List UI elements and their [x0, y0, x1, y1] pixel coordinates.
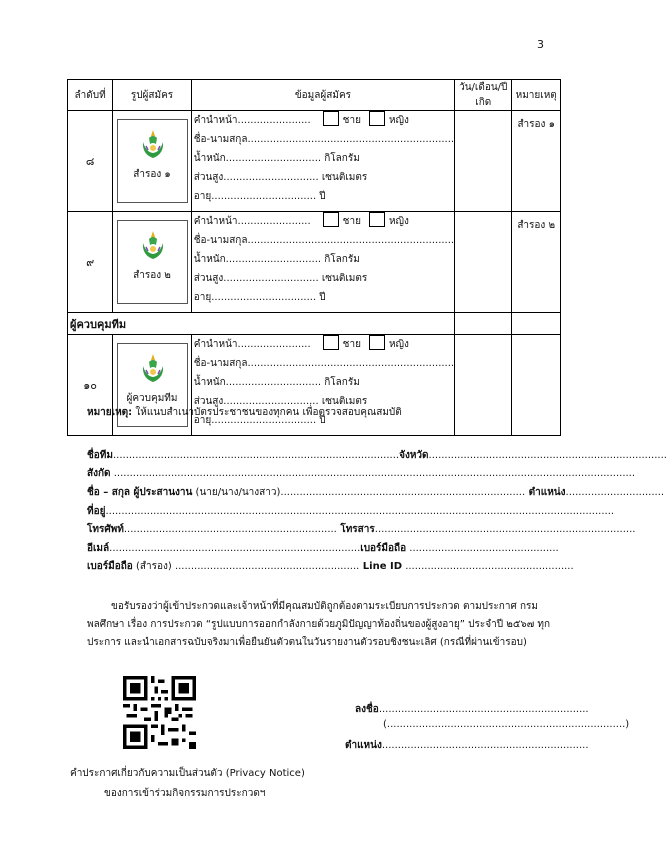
row-seq: ๙	[68, 212, 113, 313]
header-seq: ลำดับที่	[68, 80, 113, 111]
photo-label: สำรอง ๒	[133, 270, 171, 281]
row-note	[512, 335, 561, 436]
province-label: จังหวัด	[399, 450, 429, 461]
mobile2-label: เบอร์มือถือ	[87, 561, 133, 572]
fax-field[interactable]: ..................................................................................	[374, 524, 636, 535]
table-header-row	[68, 80, 561, 111]
page-number: 3	[537, 38, 544, 51]
certification-text: ขอรับรองว่าผู้เข้าประกวดและเจ้าหน้าที่มีคุณสมบัติถูกต้องตามระเบียบการประกวด ตามประกาศ กรมพลศึกษา เรื่อง การประกวด “รูปแบบการออกกำลังกายด้วยภูมิปัญญาท้องถิ่นของผู้สูงอายุ” ประจำปี ๒๕๖๗ ทุกประการ และนำเอกสารฉบับจริงมาเพื่อยืนยันตัวตนในวันรายงานตัวรอบชิงชนะเลิศ (กรณีที่ผ่านเข้ารอบ)	[87, 601, 551, 648]
remark-label: หมายเหตุ:	[87, 407, 133, 418]
coordinator-field[interactable]: (นาย/นาง/นางสาว).............................................................................	[192, 487, 526, 498]
age-field: อายุ................................. ปี	[193, 415, 326, 426]
remark-text: ให้แนบสำเนาบัตรประชาชนของทุกคน เพื่อตรวจสอบคุณสมบัติ	[132, 407, 402, 418]
male-label: ชาย	[342, 339, 361, 350]
signature-line	[355, 702, 589, 717]
phone-row	[87, 522, 635, 537]
dob-cell	[455, 335, 512, 436]
section-row	[68, 313, 561, 335]
coordinator-label: ชื่อ – สกุล ผู้ประสานงาน	[87, 487, 193, 498]
height-field: ส่วนสูง.............................. เซนติเมตร	[193, 396, 368, 407]
mobile2-field[interactable]: (สำรอง) ..........................................................	[132, 561, 360, 572]
prefix-field: คำนำหน้า.......................	[193, 339, 311, 350]
mobile-field[interactable]: ...............................................	[406, 543, 559, 554]
emblem-icon	[140, 229, 166, 263]
header-info: ข้อมูลผู้สมัคร	[191, 80, 454, 111]
affiliation-label: สังกัด	[87, 468, 111, 479]
name-field: ชื่อ-นามสกุล.................................................................	[193, 134, 455, 145]
weight-field: น้ำหนัก.............................. กิโลกรัม	[193, 153, 360, 164]
female-label: หญิง	[388, 339, 409, 350]
position-label: ตำแหน่ง	[525, 487, 566, 498]
sign-position-label: ตำแหน่ง	[345, 740, 382, 751]
female-label: หญิง	[388, 115, 409, 126]
dob-cell	[455, 212, 512, 313]
position-field[interactable]: ...............................	[565, 487, 665, 498]
line-id-label: Line ID	[359, 561, 403, 572]
photo-label: ผู้ควบคุมทีม	[126, 393, 178, 404]
mobile2-row	[87, 559, 574, 574]
phone-label: โทรศัพท์	[87, 524, 124, 535]
line-id-field[interactable]: .....................................................	[402, 561, 574, 572]
male-checkbox[interactable]	[323, 212, 339, 227]
emblem-icon	[140, 128, 166, 162]
sign-field[interactable]: ..................................................................	[378, 704, 589, 715]
emblem-icon	[140, 352, 166, 386]
team-label: ชื่อทีม	[87, 450, 113, 461]
phone-field[interactable]: ...................................................................	[123, 524, 337, 535]
row-note: สำรอง ๑	[512, 111, 561, 212]
header-photo: รูปผู้สมัคร	[113, 80, 191, 111]
female-checkbox[interactable]	[369, 335, 385, 350]
photo-label: สำรอง ๑	[133, 169, 171, 180]
qr-code-icon[interactable]	[123, 676, 196, 749]
remark	[87, 405, 402, 420]
address-row	[87, 504, 614, 519]
address-field[interactable]: ................................................................................................................................................................	[105, 506, 615, 517]
name-field: ชื่อ-นามสกุล.................................................................	[193, 235, 455, 246]
photo-box	[117, 220, 188, 304]
age-field: อายุ................................. ปี	[193, 191, 326, 202]
height-field: ส่วนสูง.............................. เซนติเมตร	[193, 273, 368, 284]
section-label: ผู้ควบคุมทีม	[68, 313, 455, 335]
mobile-label: เบอร์มือถือ	[360, 543, 407, 554]
male-label: ชาย	[342, 216, 361, 227]
age-field: อายุ................................. ปี	[193, 292, 326, 303]
email-field[interactable]: ...............................................................................	[109, 543, 361, 554]
row-seq: ๑๐	[68, 335, 113, 436]
prefix-field: คำนำหน้า.......................	[193, 216, 311, 227]
prefix-field: คำนำหน้า.......................	[193, 115, 311, 126]
table-row	[68, 111, 561, 212]
photo-box	[117, 119, 188, 203]
email-label: อีเมล์	[87, 543, 110, 554]
male-label: ชาย	[342, 115, 361, 126]
address-label: ที่อยู่	[87, 506, 106, 517]
name-field: ชื่อ-นามสกุล.................................................................	[193, 358, 455, 369]
email-row	[87, 541, 559, 556]
sign-position-field[interactable]: .................................................................	[381, 740, 589, 751]
privacy-notice-subtitle: ของการเข้าร่วมกิจกรรมการประกวดฯ	[104, 788, 266, 799]
affiliation-field[interactable]: ....................................................................................................................................................................	[110, 468, 636, 479]
signature-name[interactable]: (...........................................................................)	[383, 719, 630, 730]
privacy-notice-title: คำประกาศเกี่ยวกับความเป็นส่วนตัว (Privacy Notice)	[70, 768, 305, 779]
female-label: หญิง	[388, 216, 409, 227]
coordinator-row	[87, 485, 664, 500]
header-note: หมายเหตุ	[512, 80, 561, 111]
team-row	[87, 448, 667, 463]
dob-cell	[455, 111, 512, 212]
header-dob: วัน/เดือน/ปีเกิด	[455, 80, 512, 111]
height-field: ส่วนสูง.............................. เซนติเมตร	[193, 172, 368, 183]
team-field[interactable]: ..........................................................................................	[112, 450, 400, 461]
applicant-table	[67, 79, 561, 436]
table-row	[68, 212, 561, 313]
table-row	[68, 335, 561, 436]
female-checkbox[interactable]	[369, 111, 385, 126]
row-seq: ๘	[68, 111, 113, 212]
male-checkbox[interactable]	[323, 335, 339, 350]
male-checkbox[interactable]	[323, 111, 339, 126]
signature-position	[345, 738, 589, 753]
affiliation-row	[87, 466, 635, 481]
fax-label: โทรสาร	[336, 524, 375, 535]
weight-field: น้ำหนัก.............................. กิโลกรัม	[193, 377, 360, 388]
province-field[interactable]: ...........................................................................	[428, 450, 667, 461]
female-checkbox[interactable]	[369, 212, 385, 227]
sign-label: ลงชื่อ	[355, 704, 379, 715]
row-note: สำรอง ๒	[512, 212, 561, 313]
weight-field: น้ำหนัก.............................. กิโลกรัม	[193, 254, 360, 265]
